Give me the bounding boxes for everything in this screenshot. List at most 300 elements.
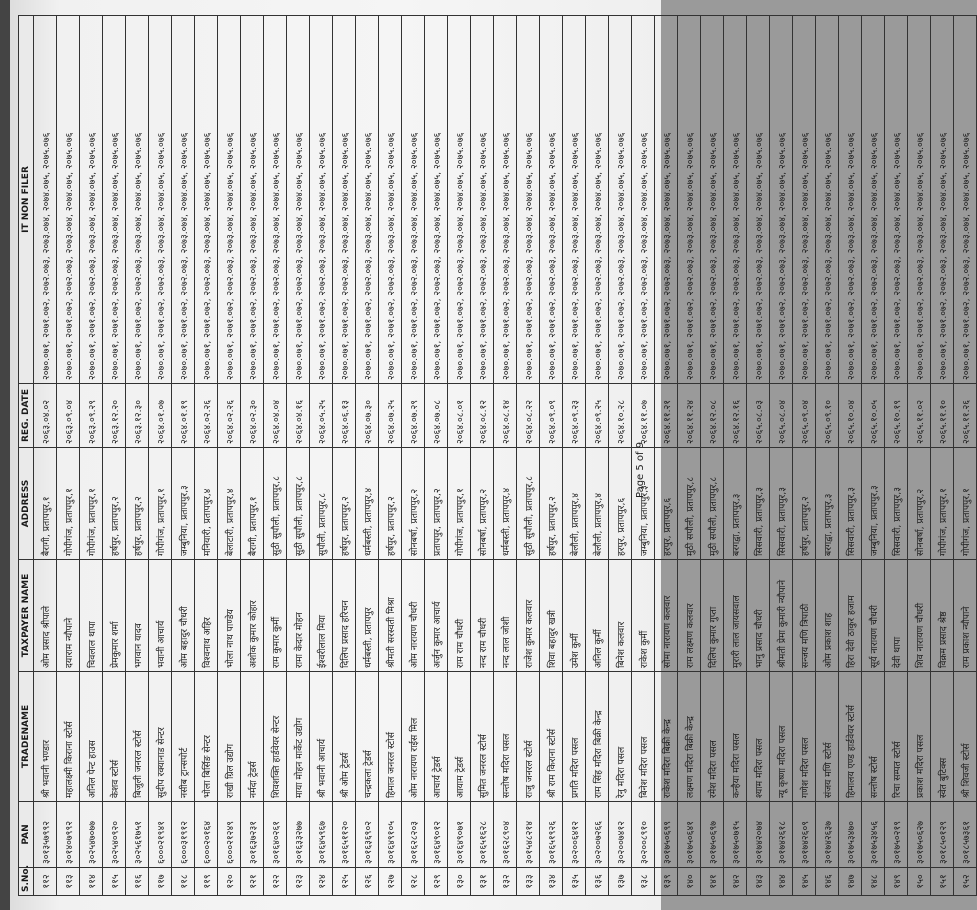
table-row [494, 16, 517, 896]
pan-cell: ३०१७५०२१९ [885, 802, 908, 868]
address-cell: बेलौली, प्रतापपुर,४ [586, 448, 609, 560]
reg-date-cell: २०६५.११.२६ [954, 384, 977, 448]
taxpayer-name-cell: चिवलाल थापा [80, 560, 103, 672]
table-row [34, 16, 57, 896]
trade-name-cell: माया मोहन मार्केट उद्योग [287, 672, 310, 802]
taxpayer-name-cell: श्रीमती प्रेमा कुमारी न्यौपाने [770, 560, 793, 672]
pan-cell: ३०१४०७९९२ [57, 802, 80, 868]
reg-date-cell: २०६४.०१.१९ [172, 384, 195, 448]
pan-cell: ३०१८५०१२९ [931, 802, 954, 868]
it-non-filer-cell: २०७०.०७१, २०७१.०७२, २०७२.०७३, २०७३.०७४, २०७४.०७५, २०७५.०७६ [126, 16, 149, 384]
trade-name-cell: राजु जनरल स्टोर्स [517, 672, 540, 802]
it-non-filer-cell: २०७०.०७१, २०७१.०७२, २०७२.०७३, २०७३.०७४, २०७४.०७५, २०७५.०७६ [310, 16, 333, 384]
reg-date-cell: २०६३.०९.०४ [57, 384, 80, 448]
trade-name-cell: राकेश मदिरा बिक्री केन्द्र [655, 672, 678, 802]
serial-number-cell: १५१ [931, 868, 954, 896]
serial-number-cell: १३२ [494, 868, 517, 896]
it-non-filer-cell: २०७०.०७१, २०७१.०७२, २०७२.०७३, २०७३.०७४, २०७४.०७५, २०७५.०७६ [885, 16, 908, 384]
it-non-filer-cell: २०७०.०७१, २०७१.०७२, २०७२.०७३, २०७३.०७४, २०७४.०७५, २०७५.०७६ [425, 16, 448, 384]
header-reg-date: REG. DATE [19, 384, 34, 448]
serial-number-cell: ११८ [172, 868, 195, 896]
serial-number-cell: १३९ [655, 868, 678, 896]
reg-date-cell: २०६४.०२.३० [241, 384, 264, 448]
it-non-filer-cell: २०७०.०७१, २०७१.०७२, २०७२.०७३, २०७३.०७४, २०७४.०७५, २०७५.०७६ [264, 16, 287, 384]
taxpayer-name-cell: राकेश कुर्मी [632, 560, 655, 672]
pan-cell: ३०१६२८९०४ [494, 802, 517, 868]
taxpayer-name-cell: राम प्रकाश न्यौपाने [954, 560, 977, 672]
it-non-filer-cell: २०७०.०७१, २०७१.०७२, २०७२.०७३, २०७३.०७४, २०७४.०७५, २०७५.०७६ [494, 16, 517, 384]
taxpayer-name-cell: राम कुमार कुर्मी [264, 560, 287, 672]
address-cell: सिसवारी, प्रतापपुर,३ [747, 448, 770, 560]
taxpayer-name-cell: मुरारी लाल जायसवाल [724, 560, 747, 672]
table-row [793, 16, 816, 896]
pan-cell: ३०२००७४१२ [609, 802, 632, 868]
header-address: ADDRESS [19, 448, 34, 560]
taxpayer-name-cell: विक्रम प्रसाद श्रेष्ठ [931, 560, 954, 672]
pan-cell: ३०१६२८२०३ [402, 802, 425, 868]
taxpayer-name-cell: दिलिप प्रसाद हरिचन [333, 560, 356, 672]
serial-number-cell: १३७ [609, 868, 632, 896]
it-non-filer-cell: २०७०.०७१, २०७१.०७२, २०७२.०७३, २०७३.०७४, २०७४.०७५, २०७५.०७६ [655, 16, 678, 384]
it-non-filer-cell: २०७०.०७१, २०७१.०७२, २०७२.०७३, २०७३.०७४, २०७४.०७५, २०७५.०७६ [517, 16, 540, 384]
address-cell: मुठी सपौली, प्रतापपुर,८ [678, 448, 701, 560]
address-cell: गोपीगंज, प्रतापपुर,१ [448, 448, 471, 560]
pan-cell: ३०१६४९०१२ [425, 802, 448, 868]
serial-number-cell: १३८ [632, 868, 655, 896]
it-non-filer-cell: २०७०.०७१, २०७१.०७२, २०७२.०७३, २०७३.०७४, २०७४.०७५, २०७५.०७६ [218, 16, 241, 384]
taxpayer-name-cell: शिव नारायण चौधरी [908, 560, 931, 672]
table-row [862, 16, 885, 896]
table-row [264, 16, 287, 896]
reg-date-cell: २०६५.१०.०५ [862, 384, 885, 448]
it-non-filer-cell: २०७०.०७१, २०७१.०७२, २०७२.०७३, २०७३.०७४, २०७४.०७५, २०७५.०७६ [931, 16, 954, 384]
trade-name-cell: केशव स्टोर्स [103, 672, 126, 802]
serial-number-cell: ११६ [126, 868, 149, 896]
reg-date-cell: २०६३.१२.२० [103, 384, 126, 448]
trade-name-cell: रेनु मदिरा पसल [609, 672, 632, 802]
table-row [241, 16, 264, 896]
it-non-filer-cell: २०७०.०७१, २०७१.०७२, २०७२.०७३, २०७३.०७४, २०७४.०७५, २०७५.०७६ [954, 16, 977, 384]
it-non-filer-cell: २०७०.०७१, २०७१.०७२, २०७२.०७३, २०७३.०७४, २०७४.०७५, २०७५.०७६ [908, 16, 931, 384]
address-cell: सुठी सुपौली, प्रतापपुर,८ [517, 448, 540, 560]
taxpayer-name-cell: धर्मबस्ती, प्रतापपुर [356, 560, 379, 672]
taxpayer-name-cell: भगवान यादव [126, 560, 149, 672]
reg-date-cell: २०६४.०९.०९ [540, 384, 563, 448]
serial-number-cell: १४० [678, 868, 701, 896]
serial-number-cell: १४८ [862, 868, 885, 896]
pan-cell: ३०२००६४१२ [563, 802, 586, 868]
trade-name-cell: भोला बिर्सिङ सेन्टर [195, 672, 218, 802]
table-row [839, 16, 862, 896]
taxpayer-name-cell: राम लक्ष्मण कलवार [678, 560, 701, 672]
trade-name-cell: श्री राम किराना स्टोर्स [540, 672, 563, 802]
serial-number-cell: ११५ [103, 868, 126, 896]
reg-date-cell: २०६४.११.२४ [678, 384, 701, 448]
reg-date-cell: २०६४.१२.१६ [724, 384, 747, 448]
pan-cell: ३०२००७२६६ [586, 802, 609, 868]
reg-date-cell: २०६३.१२.३० [126, 384, 149, 448]
trade-name-cell: श्री ओम ट्रेडर्स [333, 672, 356, 802]
table-row [586, 16, 609, 896]
serial-number-cell: १२५ [333, 868, 356, 896]
table-row [149, 16, 172, 896]
table-header-row [19, 16, 34, 896]
trade-name-cell: बिनेश मदिरा पसल [632, 672, 655, 802]
reg-date-cell: २०६४.११.२१ [655, 384, 678, 448]
reg-date-cell: २०६४.०४.०४ [264, 384, 287, 448]
reg-date-cell: २०६४.०७.२९ [402, 384, 425, 448]
address-cell: बैरागी, प्रतापपुर,१ [34, 448, 57, 560]
header-taxpayer-name: TAXPAYER NAME [19, 560, 34, 672]
taxpayer-name-cell: ओम प्रकाश शाह [816, 560, 839, 672]
serial-number-cell: ११७ [149, 868, 172, 896]
taxpayer-name-cell: नन्द लाल जोशी [494, 560, 517, 672]
address-cell: बेलाटारी, प्रतापपुर,४ [218, 448, 241, 560]
address-cell: बरगद्वा, प्रतापपुर,३ [724, 448, 747, 560]
it-non-filer-cell: २०७०.०७१, २०७१.०७२, २०७२.०७३, २०७३.०७४, २०७४.०७५, २०७५.०७६ [80, 16, 103, 384]
taxpayer-name-cell: भानु प्रसाद चौधरी [747, 560, 770, 672]
serial-number-cell: १४६ [816, 868, 839, 896]
serial-number-cell: १२६ [356, 868, 379, 896]
address-cell: सोनबर्षा, प्रतापपुर,२ [471, 448, 494, 560]
reg-date-cell: २०६४.०२.२६ [195, 384, 218, 448]
address-cell: हर्षपुर, प्रतापपुर,२ [379, 448, 402, 560]
trade-name-cell: सुदीप रक्यानाड सेन्टर [149, 672, 172, 802]
trade-name-cell: आयाम ट्रेडर्स [448, 672, 471, 802]
serial-number-cell: १४३ [747, 868, 770, 896]
table-row [126, 16, 149, 896]
trade-name-cell: सन्तोष मदिरा पसल [494, 672, 517, 802]
reg-date-cell: २०६४.११.०७ [632, 384, 655, 448]
trade-name-cell: राम सिंह मदिरा बिक्री केन्द्र [586, 672, 609, 802]
trade-name-cell: संजय मणि स्टोर्स [816, 672, 839, 802]
serial-number-cell: १२० [218, 868, 241, 896]
reg-date-cell: २०६३.०४.०२ [34, 384, 57, 448]
trade-name-cell: हिमाल जनरल स्टोर्स [379, 672, 402, 802]
trade-name-cell: सन्तोष स्टोर्स [862, 672, 885, 802]
taxpayer-name-cell: सन्जय मणि त्रिपाठी [793, 560, 816, 672]
table-row [954, 16, 977, 896]
table-row [655, 16, 678, 896]
pan-cell: ३०१७५०६२७ [908, 802, 931, 868]
trade-name-cell: महालक्ष्मी किराना स्टोर्स [57, 672, 80, 802]
it-non-filer-cell: २०७०.०७१, २०७१.०७२, २०७२.०७३, २०७३.०७४, २०७४.०७५, २०७५.०७६ [816, 16, 839, 384]
address-cell: गोपीगंज, प्रतापपुर,१ [57, 448, 80, 560]
address-cell: बेलौली, प्रतापपुर,४ [563, 448, 586, 560]
taxpayer-name-cell: राम राम चौधरी [448, 560, 471, 672]
it-non-filer-cell: २०७०.०७१, २०७१.०७२, २०७२.०७३, २०७३.०७४, २०७४.०७५, २०७५.०७६ [563, 16, 586, 384]
address-cell: मनियारी, प्रतापपुर,४ [195, 448, 218, 560]
pan-cell: ३०१७५०६४१ [678, 802, 701, 868]
address-cell: धर्मबस्ती, प्रतापपुर,४ [356, 448, 379, 560]
serial-number-cell: ११२ [34, 868, 57, 896]
it-non-filer-cell: २०७०.०७१, २०७१.०७२, २०७२.०७३, २०७३.०७४, २०७४.०७५, २०७५.०७६ [609, 16, 632, 384]
page-number: Page 5 of 9 [635, 441, 646, 498]
pan-cell: ३०१७४२०७४ [747, 802, 770, 868]
taxpayer-name-cell: ईश्वरीलाल मिया [310, 560, 333, 672]
pan-cell: ३०१७४२६३७ [816, 802, 839, 868]
reg-date-cell: २०६४.१२.०८ [701, 384, 724, 448]
table-row [563, 16, 586, 896]
reg-date-cell: २०६४.०६.१३ [333, 384, 356, 448]
pan-cell: ६०००२१९४१ [149, 802, 172, 868]
reg-date-cell: २०६४.०८.२२ [517, 384, 540, 448]
trade-name-cell: लक्ष्मण मदिरा बिक्री केन्द्र [678, 672, 701, 802]
address-cell: जम्बुनिया, प्रतापपुर,३ [172, 448, 195, 560]
address-cell: जम्बुनिया, प्रतापपुर,३ [632, 448, 655, 560]
trade-name-cell: नर्मदा ट्रेडर्स [241, 672, 264, 802]
address-cell: जम्बुनिया, प्रतापपुर,३ [862, 448, 885, 560]
table-row [195, 16, 218, 896]
serial-number-cell: १३४ [540, 868, 563, 896]
it-non-filer-cell: २०७०.०७१, २०७१.०७२, २०७२.०७३, २०७३.०७४, २०७४.०७५, २०७५.०७६ [34, 16, 57, 384]
table-row [218, 16, 241, 896]
taxpayer-name-cell: ओम प्रसाद श्रीपाले [34, 560, 57, 672]
table-row [747, 16, 770, 896]
address-cell: गोपीगंज, प्रतापपुर,१ [80, 448, 103, 560]
address-cell: हर्षपुर, प्रतापपुर,२ [126, 448, 149, 560]
serial-number-cell: १२८ [402, 868, 425, 896]
table-row [333, 16, 356, 896]
taxpayer-name-cell: भोला नाथ पाण्डेय [218, 560, 241, 672]
reg-date-cell: २०६४.०८.१२ [471, 384, 494, 448]
trade-name-cell: कन्हैया मदिरा पसल [724, 672, 747, 802]
serial-number-cell: १४९ [885, 868, 908, 896]
address-cell: गोपीगंज, प्रतापपुर,१ [954, 448, 977, 560]
pan-cell: ३०१५४८२१४ [517, 802, 540, 868]
address-cell: सिसवारी, प्रतापपुर,३ [839, 448, 862, 560]
address-cell: हर्षपुर, प्रतापपुर,२ [333, 448, 356, 560]
pan-cell: ३०२००८९१० [632, 802, 655, 868]
table-row [402, 16, 425, 896]
table-row [103, 16, 126, 896]
taxpayer-name-cell: अर्जुन कुमार आचार्य [425, 560, 448, 672]
address-cell: सुपौली, प्रतापपुर,८ [310, 448, 333, 560]
reg-date-cell: २०६५.०९.१० [816, 384, 839, 448]
serial-number-cell: १२१ [241, 868, 264, 896]
it-non-filer-cell: २०७०.०७१, २०७१.०७२, २०७२.०७३, २०७३.०७४, २०७४.०७५, २०७५.०७६ [793, 16, 816, 384]
trade-name-cell: ओम नारायण राईस मिल [402, 672, 425, 802]
address-cell: सोनबर्षा, प्रतापपुर,२ [908, 448, 931, 560]
serial-number-cell: १४७ [839, 868, 862, 896]
address-cell: बरगद्वा, प्रतापपुर,३ [816, 448, 839, 560]
trade-name-cell: श्याम मदिरा पसल [747, 672, 770, 802]
it-non-filer-cell: २०७०.०७१, २०७१.०७२, २०७२.०७३, २०७३.०७४, २०७४.०७५, २०७५.०७६ [632, 16, 655, 384]
pan-cell: ३०२५४०९२० [103, 802, 126, 868]
table-row [172, 16, 195, 896]
it-non-filer-cell: २०७०.०७१, २०७१.०७२, २०७२.०७३, २०७३.०७४, २०७४.०७५, २०७५.०७६ [287, 16, 310, 384]
pan-cell: ३०१६३६९०२ [356, 802, 379, 868]
table-row [57, 16, 80, 896]
table-row [287, 16, 310, 896]
it-non-filer-cell: २०७०.०७१, २०७१.०७२, २०७२.०७३, २०७३.०७४, २०७४.०७५, २०७५.०७६ [770, 16, 793, 384]
table-row [770, 16, 793, 896]
address-cell: प्रतापपुर, प्रतापपुर,२ [425, 448, 448, 560]
pan-cell: ३०१६५१९२६ [540, 802, 563, 868]
taxpayer-name-cell: दिलिप कुमार गुप्ता [701, 560, 724, 672]
trade-name-cell: गणेश मदिरा पसल [793, 672, 816, 802]
table-row [356, 16, 379, 896]
trade-name-cell: अनिल पेन्ट हाउस [80, 672, 103, 802]
reg-date-cell: २०६५.११.०२ [908, 384, 931, 448]
taxpayer-name-cell: राजेश कुमार कलवार [517, 560, 540, 672]
it-non-filer-cell: २०७०.०७१, २०७१.०७२, २०७२.०७३, २०७३.०७४, २०७४.०७५, २०७५.०७६ [862, 16, 885, 384]
table-row [609, 16, 632, 896]
reg-date-cell: २०६४.०८.०१ [448, 384, 471, 448]
reg-date-cell: २०६४.०९.२५ [586, 384, 609, 448]
taxpayer-name-cell: सूर्य नारायण चौधरी [862, 560, 885, 672]
header-trade-name: TRADENAME [19, 672, 34, 802]
table-row [379, 16, 402, 896]
it-non-filer-cell: २०७०.०७१, २०७१.०७२, २०७२.०७३, २०७३.०७४, २०७४.०७५, २०७५.०७६ [402, 16, 425, 384]
taxpayer-name-cell: अनिल कुर्मी [586, 560, 609, 672]
taxpayer-name-cell: हिरा देवी ठाकुर हजाम [839, 560, 862, 672]
pan-cell: ३०२५६१७५१ [126, 802, 149, 868]
reg-date-cell: २०६५.०८.०३ [747, 384, 770, 448]
it-non-filer-cell: २०७०.०७१, २०७१.०७२, २०७२.०७३, २०७३.०७४, २०७४.०७५, २०७५.०७६ [103, 16, 126, 384]
taxpayer-name-cell: भवानी आचार्य [149, 560, 172, 672]
reg-date-cell: २०६५.०९.०४ [793, 384, 816, 448]
trade-name-cell: श्री भवानी भण्डार [34, 672, 57, 802]
serial-number-cell: ११९ [195, 868, 218, 896]
address-cell: मुठी सपौली, प्रतापपुर,८ [701, 448, 724, 560]
it-non-filer-cell: २०७०.०७१, २०७१.०७२, २०७२.०७३, २०७३.०७४, २०७४.०७५, २०७५.०७६ [540, 16, 563, 384]
serial-number-cell: १३० [448, 868, 471, 896]
taxpayer-name-cell: सोमा नारायण कलवार [655, 560, 678, 672]
reg-date-cell: २०६५.०८.०४ [770, 384, 793, 448]
serial-number-cell: ११४ [80, 868, 103, 896]
reg-date-cell: २०६४.०७.३० [356, 384, 379, 448]
taxpayer-name-cell: शिवा बहादुर खत्री [540, 560, 563, 672]
taxpayer-name-cell: ओम नारायण चौधरी [402, 560, 425, 672]
taxpayer-name-cell: देवी थापा [885, 560, 908, 672]
serial-number-cell: १२९ [425, 868, 448, 896]
it-non-filer-cell: २०७०.०७१, २०७१.०७२, २०७२.०७३, २०७३.०७४, २०७४.०७५, २०७५.०७६ [747, 16, 770, 384]
pan-cell: ३०१६४०२६१ [264, 802, 287, 868]
taxpayer-name-cell: उमेश कुर्मी [563, 560, 586, 672]
pan-cell: ३०१७५०७१५ [724, 802, 747, 868]
pan-cell: ३०१६४९१०५ [379, 802, 402, 868]
it-non-filer-cell: २०७०.०७१, २०७१.०७२, २०७२.०७३, २०७३.०७४, २०७४.०७५, २०७५.०७६ [724, 16, 747, 384]
taxpayer-name-cell: श्रीमती सरस्वती मिश्रा [379, 560, 402, 672]
serial-number-cell: १३५ [563, 868, 586, 896]
address-cell: सुठी सुपौली, प्रतापपुर,८ [287, 448, 310, 560]
table-row [931, 16, 954, 896]
pan-cell: ३०१६५११२० [333, 802, 356, 868]
table-row [448, 16, 471, 896]
pan-cell: ३०१६३७२३१ [241, 802, 264, 868]
reg-date-cell: २०६४.१०.२८ [609, 384, 632, 448]
trade-name-cell: शिवशक्ति हार्डवेयर सेन्टर [264, 672, 287, 802]
pan-cell: ६०००३१९१२ [172, 802, 195, 868]
pan-cell: ३०१६४५९६७ [310, 802, 333, 868]
taxpayer-name-cell: नन्द राम चौधरी [471, 560, 494, 672]
pan-cell: ३०१८५७३६१ [954, 802, 977, 868]
reg-date-cell: २०६४.०९.२३ [563, 384, 586, 448]
pan-cell: ३०१७५०६९९ [655, 802, 678, 868]
header-pan: PAN [19, 802, 34, 868]
address-cell: सुठी सुपौली, प्रतापपुर,८ [264, 448, 287, 560]
reg-date-cell: २०६४.०४.१६ [287, 384, 310, 448]
taxpayer-name-cell: बिनेश कलवार [609, 560, 632, 672]
reg-date-cell: २०६४.०८.१४ [494, 384, 517, 448]
trade-name-cell: श्री भवानी आचार्य [310, 672, 333, 802]
pan-cell: ३०१७५३४५६ [862, 802, 885, 868]
table-row [908, 16, 931, 896]
serial-number-cell: १३६ [586, 868, 609, 896]
serial-number-cell: १२४ [310, 868, 333, 896]
table-row [471, 16, 494, 896]
serial-number-cell: ११३ [57, 868, 80, 896]
reg-date-cell: २०६४.०२.२६ [218, 384, 241, 448]
reg-date-cell: २०६३.०९.२९ [80, 384, 103, 448]
reg-date-cell: २०६५.११.१० [931, 384, 954, 448]
taxpayer-name-cell: ओम बहादुर चौधरी [172, 560, 195, 672]
trade-name-cell: रमेश मदिरा पसल [701, 672, 724, 802]
header-it-non-filer: IT NON FILER [19, 16, 34, 384]
address-cell: सोनबर्षा, प्रतापपुर,२ [402, 448, 425, 560]
trade-name-cell: हिमालय एण्ड हार्डवेयर स्टोर्स [839, 672, 862, 802]
table-row [80, 16, 103, 896]
address-cell: हर्षपुर, प्रतापपुर,२ [103, 448, 126, 560]
it-non-filer-cell: २०७०.०७१, २०७१.०७२, २०७२.०७३, २०७३.०७४, २०७४.०७५, २०७५.०७६ [701, 16, 724, 384]
address-cell: धर्मबस्ती, प्रतापपुर,४ [494, 448, 517, 560]
table-row [425, 16, 448, 896]
trade-name-cell: रिचा सम्पत स्टोर्स [885, 672, 908, 802]
pan-cell: ३०१६४९०७१ [448, 802, 471, 868]
address-cell: हर्षपुर, प्रतापपुर,२ [793, 448, 816, 560]
serial-number-cell: १२३ [287, 868, 310, 896]
it-non-filer-cell: २०७०.०७१, २०७१.०७२, २०७२.०७३, २०७३.०७४, २०७४.०७५, २०७५.०७६ [448, 16, 471, 384]
trade-name-cell: चन्द्रकला ट्रेडर्स [356, 672, 379, 802]
it-non-filer-cell: २०७०.०७१, २०७१.०७२, २०७२.०७३, २०७३.०७४, २०७४.०७५, २०७५.०७६ [195, 16, 218, 384]
trade-name-cell: न्यू कृष्णा मदिरा पसल [770, 672, 793, 802]
serial-number-cell: १४१ [701, 868, 724, 896]
trade-name-cell: श्री शिवजी स्टोर्स [954, 672, 977, 802]
it-non-filer-cell: २०७०.०७१, २०७१.०७२, २०७२.०७३, २०७३.०७४, २०७४.०७५, २०७५.०७६ [471, 16, 494, 384]
it-non-filer-cell: २०७०.०७१, २०७१.०७२, २०७२.०७३, २०७३.०७४, २०७४.०७५, २०७५.०७६ [586, 16, 609, 384]
it-non-filer-cell: २०७०.०७१, २०७१.०७२, २०७२.०७३, २०७३.०७४, २०७४.०७५, २०७५.०७६ [333, 16, 356, 384]
taxpayer-name-cell: विश्वनाथ अहिर [195, 560, 218, 672]
it-non-filer-cell: २०७०.०७१, २०७१.०७२, २०७२.०७३, २०७३.०७४, २०७४.०७५, २०७५.०७६ [678, 16, 701, 384]
address-cell: गोपीगंज, प्रतापपुर,१ [149, 448, 172, 560]
it-non-filer-cell: २०७०.०७१, २०७१.०७२, २०७२.०७३, २०७३.०७४, २०७४.०७५, २०७५.०७६ [149, 16, 172, 384]
trade-name-cell: प्रकाश मदिरा पसल [908, 672, 931, 802]
it-non-filer-cell: २०७०.०७१, २०७१.०७२, २०७२.०७३, २०७३.०७४, २०७४.०७५, २०७५.०७६ [379, 16, 402, 384]
table-row [310, 16, 333, 896]
trade-name-cell: नसीब ट्रान्सपोर्ट [172, 672, 195, 802]
serial-number-cell: १२७ [379, 868, 402, 896]
address-cell: हर्षपुर, प्रतापपुर,२ [540, 448, 563, 560]
pan-cell: ३०१६३३२७७ [287, 802, 310, 868]
non-filer-table [18, 15, 977, 896]
taxpayer-name-cell: दयाराम न्यौपाने [57, 560, 80, 672]
taxpayer-name-cell: रामा केदार मोहन [287, 560, 310, 672]
serial-number-cell: १४२ [724, 868, 747, 896]
pan-cell: ३०१७४२६०९ [793, 802, 816, 868]
serial-number-cell: १३१ [471, 868, 494, 896]
document-sheet [18, 16, 972, 896]
pan-cell: ३०१६५१६२८ [471, 802, 494, 868]
table-row [678, 16, 701, 896]
address-cell: बैरागी, प्रतापपुर,१ [241, 448, 264, 560]
reg-date-cell: २०६५.१०.१९ [885, 384, 908, 448]
pan-cell: ३०२५४७०७७ [80, 802, 103, 868]
table-row [701, 16, 724, 896]
trade-name-cell: स्वेत बुटिक्स [931, 672, 954, 802]
serial-number-cell: १२२ [264, 868, 287, 896]
table-row [816, 16, 839, 896]
